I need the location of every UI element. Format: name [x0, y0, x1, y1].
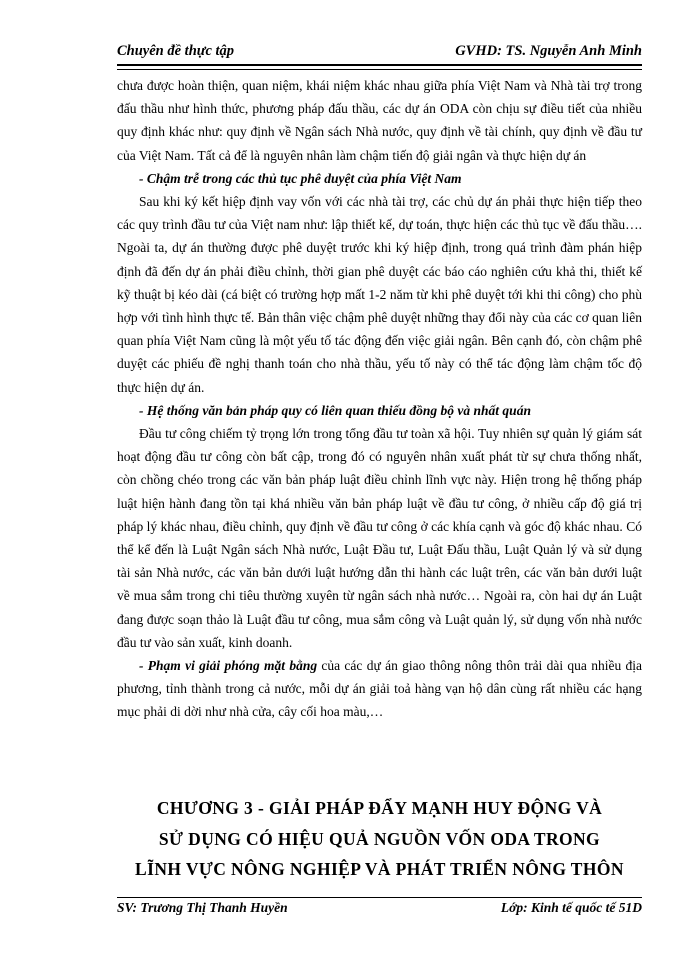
footer-divider	[117, 897, 642, 898]
paragraph: Sau khi ký kết hiệp định vay vốn với các nhà tài trợ, các chủ dự án phải thực hiện tiếp theo các quy trình đầu tư của Việt nam như: lập thiết kế, dự toán, thực hiện các thủ tục về đấu thầu…. Ngoài ta, dự án thường được phê duyệt trước khi ký hiệp định, trong quá trình đàm phán hiệp định đã đến dự án phải điều chỉnh, thời gian phê duyệt các báo cáo nghiên cứu khả thi, thiết kế kỹ thuật bị kéo dài (cá biệt có trường hợp mất 1-2 năm từ khi phê duyệt tới khi thi công) cho phù hợp với tình hình thực tế. Bản thân việc chậm phê duyệt những thay đổi này của các cơ quan liên quan phía Việt Nam cũng là một yếu tố tác động đến việc giải ngân. Bên cạnh đó, còn chậm phê duyệt các phiếu đề nghị thanh toán cho nhà thầu, yếu tố này có thể tác động làm chậm tốc độ thực hiện dự án.	[117, 194, 642, 395]
header-divider-thin	[117, 69, 642, 70]
header-supervisor: GVHD: TS. Nguyễn Anh Minh	[455, 43, 642, 59]
chapter-title	[117, 793, 642, 885]
paragraph-text: của các dự án giao thông nông thôn trải dài qua nhiều địa phương, tỉnh thành trong cả nước, mỗi dự án giải toả hàng vạn hộ dân cùng rất nhiều các hạng mục phải di dời như nhà cửa, cây cối hoa màu,…	[117, 658, 642, 720]
chapter-title-line: SỬ DỤNG CÓ HIỆU QUẢ NGUỒN VỐN ODA TRONG	[158, 828, 601, 849]
page-body	[117, 74, 642, 724]
header-divider	[117, 64, 642, 66]
page-footer	[117, 900, 642, 916]
paragraph: chưa được hoàn thiện, quan niệm, khái niệm khác nhau giữa phía Việt Nam và Nhà tài trợ trong đấu thầu như hình thức, phương pháp đấu thầu, các dự án ODA còn chịu sự điều tiết của nhiều quy định khác như: quy định về Ngân sách Nhà nước, quy định về tài chính, quy định về đầu tư của Việt Nam. Tất cả để là nguyên nhân làm chậm tiến độ giải ngân và thực hiện dự án	[117, 78, 642, 163]
inline-heading: - Phạm vi giải phóng mặt bằng	[139, 658, 318, 674]
section-heading: - Hệ thống văn bản pháp quy có liên quan thiếu đồng bộ và nhất quán	[139, 402, 531, 418]
footer-class: Lớp: Kinh tế quốc tế 51D	[500, 900, 642, 915]
page-header	[117, 38, 642, 60]
chapter-title-line: LĨNH VỰC NÔNG NGHIỆP VÀ PHÁT TRIỂN NÔNG THÔN	[135, 859, 624, 879]
footer-student: SV: Trương Thị Thanh Huyền	[117, 900, 288, 915]
section-heading: - Chậm trễ trong các thủ tục phê duyệt của phía Việt Nam	[139, 170, 462, 186]
paragraph: Đầu tư công chiếm tỷ trọng lớn trong tổng đầu tư toàn xã hội. Tuy nhiên sự quản lý giám sát hoạt động đầu tư công còn bất cập, trong đó có nguyên nhân xuất phát từ sự chưa thống nhất, còn chồng chéo trong các văn bản pháp luật điều chỉnh lĩnh vực này. Hiện trong hệ thống pháp luật hiện hành đang tồn tại khá nhiều văn bản pháp luật về đầu tư công, ở nhiều cấp độ giá trị pháp lý khác nhau, điều chỉnh, quy định về đầu tư công ở các khía cạnh và góc độ khác nhau. Có thể kể đến là Luật Ngân sách Nhà nước, Luật Đầu tư, Luật Đấu thầu, Luật Quản lý và sử dụng tài sản Nhà nước, các văn bản dưới luật hướng dẫn thi hành các luật trên, các văn bản dưới luật về mua sắm trong chi tiêu thường xuyên từ ngân sách nhà nước… Ngoài ra, còn hai dự án Luật đang được soạn thảo là Luật đầu tư công, mua sắm công và Luật quản lý, sử dụng vốn nhà nước đầu tư vào sản xuất, kinh doanh.	[117, 426, 642, 650]
header-title: Chuyên đề thực tập	[117, 43, 235, 59]
paragraph	[117, 654, 642, 724]
chapter-title-line: CHƯƠNG 3 - GIẢI PHÁP ĐẨY MẠNH HUY ĐỘNG VÀ	[156, 798, 603, 818]
